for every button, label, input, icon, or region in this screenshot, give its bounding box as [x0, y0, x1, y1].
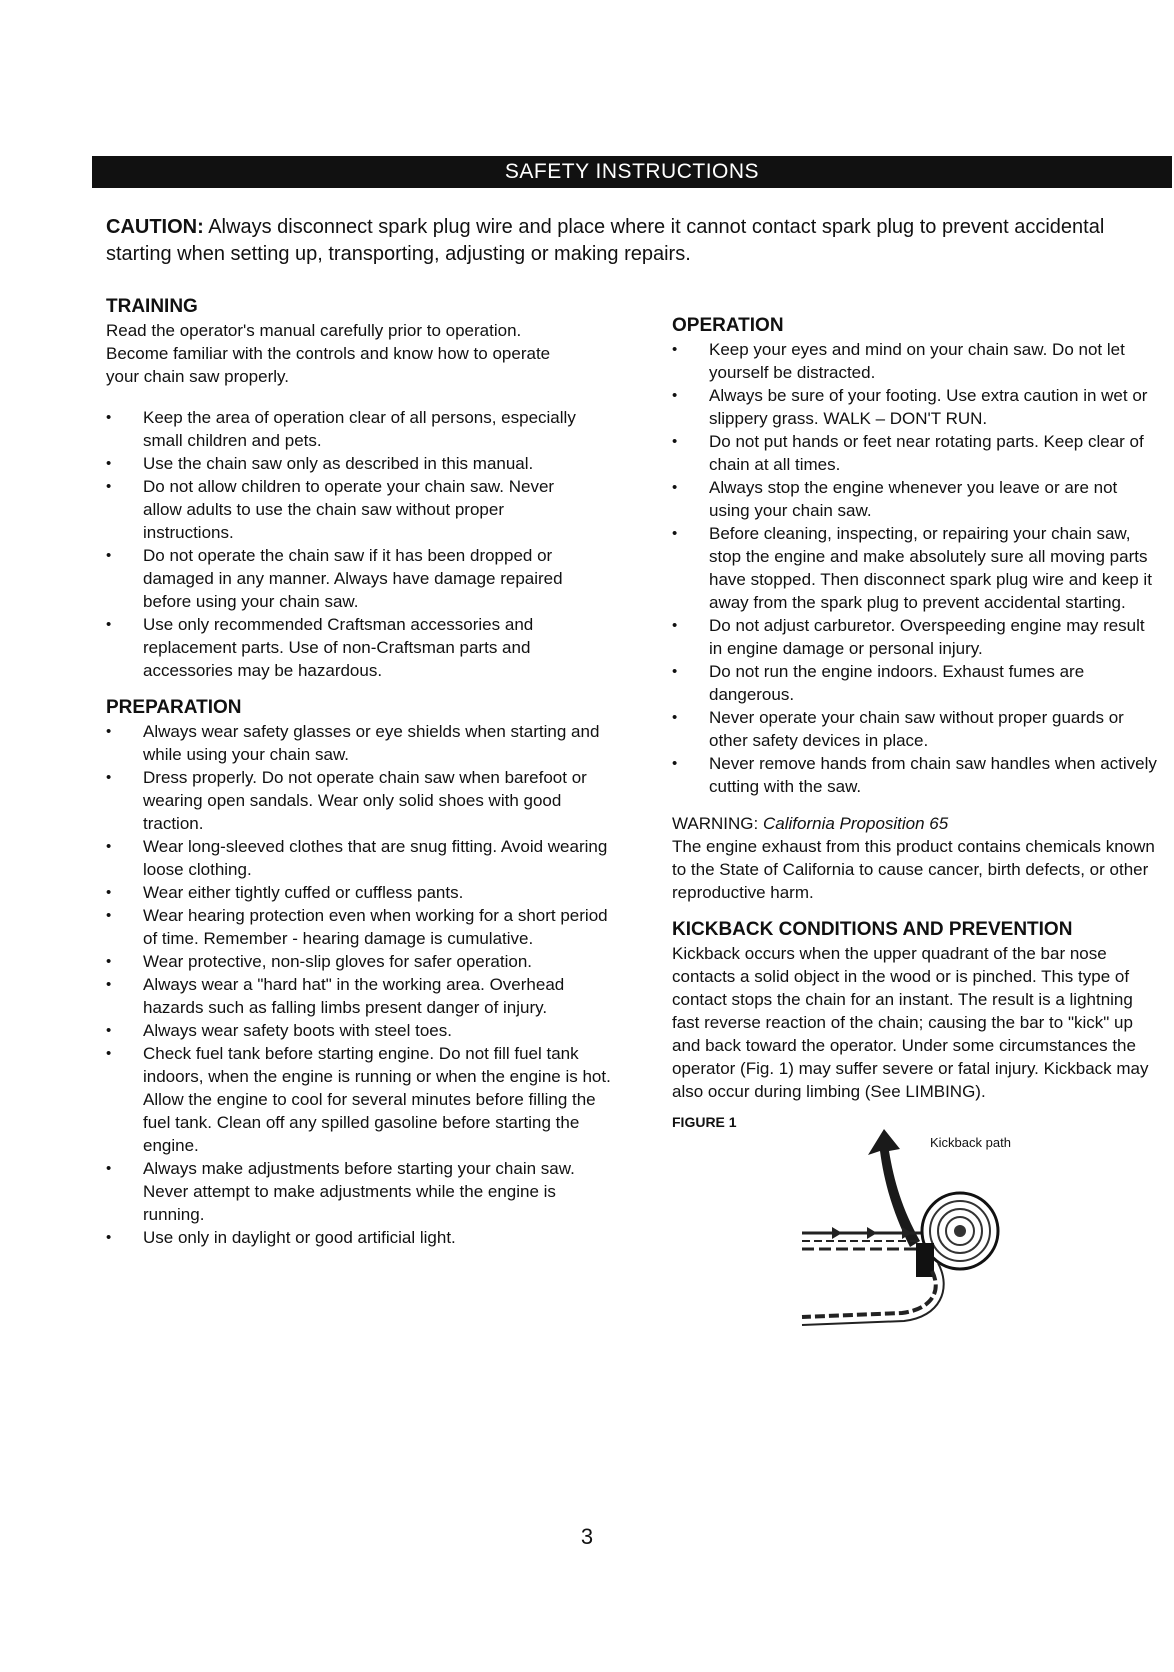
operation-heading: OPERATION — [672, 315, 784, 336]
training-list — [106, 406, 626, 682]
page-title: SAFETY INSTRUCTIONS — [92, 156, 1172, 188]
training-heading: TRAINING — [106, 296, 198, 317]
list-item: • Never operate your chain saw without proper guards or other safety devices in place. — [672, 706, 1160, 752]
list-item: • Do not allow children to operate your chain saw. Never allow adults to use the chain saw without proper instructions. — [106, 475, 586, 544]
list-item: • Wear hearing protection even when working for a short period of time. Remember - hearing damage is cumulative. — [106, 904, 616, 950]
list-item: • Never remove hands from chain saw handles when actively cutting with the saw. — [672, 752, 1160, 798]
list-item: • Keep the area of operation clear of all persons, especially small children and pets. — [106, 406, 586, 452]
kickback-text: Kickback occurs when the upper quadrant of the bar nose contacts a solid object in the wood or is pinched. This type of contact stops the chain for an instant. The result is a lightning fast reverse reaction of the chain; causing the bar to "kick" up and back toward the operator. Under some circumstances the operator (Fig. 1) may suffer severe or fatal injury. Kickback may also occur during limbing (See LIMBING). — [672, 944, 1149, 1101]
kickback-arrow-icon — [868, 1129, 920, 1247]
list-item: • Do not adjust carburetor. Overspeeding engine may result in engine damage or personal injury. — [672, 614, 1160, 660]
list-item: • Do not run the engine indoors. Exhaust fumes are dangerous. — [672, 660, 1160, 706]
right-column — [672, 314, 1160, 1331]
list-item: • Always make adjustments before starting your chain saw. Never attempt to make adjustments while the engine is running. — [106, 1157, 616, 1226]
list-item: • Use only recommended Craftsman accessories and replacement parts. Use of non-Craftsman parts and accessories may be hazardous. — [106, 613, 586, 682]
list-item: • Always wear a "hard hat" in the working area. Overhead hazards such as falling limbs present danger of injury. — [106, 973, 616, 1019]
list-item: • Always be sure of your footing. Use extra caution in wet or slippery grass. WALK – DON'T RUN. — [672, 384, 1160, 430]
spacer — [672, 904, 1160, 918]
training-intro: Read the operator's manual carefully prior to operation. Become familiar with the controls and know how to operate your chain saw properly. — [106, 321, 551, 386]
left-column — [106, 295, 626, 1249]
warning-subject: California Proposition 65 — [763, 814, 949, 833]
list-item: • Use only in daylight or good artificial light. — [106, 1226, 616, 1249]
warning-text: The engine exhaust from this product contains chemicals known to the State of California to cause cancer, birth defects, or other reproductive harm. — [672, 837, 1155, 902]
kickback-heading: KICKBACK CONDITIONS AND PREVENTION — [672, 919, 1073, 940]
figure-label: FIGURE 1 — [672, 1114, 737, 1130]
spacer — [106, 388, 626, 406]
page-number: 3 — [580, 1524, 594, 1549]
list-item: • Always stop the engine whenever you leave or are not using your chain saw. — [672, 476, 1160, 522]
list-item: • Wear protective, non-slip gloves for safer operation. — [106, 950, 616, 973]
spacer — [106, 682, 626, 696]
list-item: • Always wear safety glasses or eye shields when starting and while using your chain saw. — [106, 720, 616, 766]
kickback-figure — [792, 1121, 1092, 1331]
caution-notice — [106, 214, 1136, 268]
preparation-heading: PREPARATION — [106, 697, 242, 718]
list-item: • Do not operate the chain saw if it has been dropped or damaged in any manner. Always have damage repaired before using your chain saw. — [106, 544, 586, 613]
kickback-illustration — [792, 1121, 1092, 1331]
warning-label: WARNING: — [672, 814, 759, 833]
list-item: • Do not put hands or feet near rotating parts. Keep clear of chain at all times. — [672, 430, 1160, 476]
list-item: • Dress properly. Do not operate chain saw when barefoot or wearing open sandals. Wear only solid shoes with good traction. — [106, 766, 616, 835]
preparation-list — [106, 720, 626, 1249]
lower-chain-icon — [802, 1271, 936, 1317]
caution-text: Always disconnect spark plug wire and place where it cannot contact spark plug to prevent accidental starting when setting up, transporting, adjusting or making repairs. — [106, 216, 1105, 265]
spacer — [672, 798, 1160, 812]
list-item: • Wear either tightly cuffed or cuffless pants. — [106, 881, 616, 904]
warning-notice — [672, 812, 1160, 835]
list-item: • Use the chain saw only as described in this manual. — [106, 452, 586, 475]
caution-label: CAUTION: — [106, 216, 204, 238]
list-item: • Check fuel tank before starting engine. Do not fill fuel tank indoors, when the engine is running or when the engine is hot. Allow the engine to cool for several minutes before filling the fuel tank. Clean off any spilled gasoline before starting the engine. — [106, 1042, 616, 1157]
figure-caption: Kickback path — [930, 1135, 1011, 1150]
list-item: • Always wear safety boots with steel toes. — [106, 1019, 616, 1042]
list-item: • Keep your eyes and mind on your chain saw. Do not let yourself be distracted. — [672, 338, 1160, 384]
list-item: • Wear long-sleeved clothes that are snug fitting. Avoid wearing loose clothing. — [106, 835, 616, 881]
list-item: • Before cleaning, inspecting, or repairing your chain saw, stop the engine and make absolutely sure all moving parts have stopped. Then disconnect spark plug wire and keep it away from the spark plug to prevent accidental starting. — [672, 522, 1160, 614]
operation-list — [672, 338, 1160, 798]
upper-chain-icon — [802, 1227, 922, 1249]
